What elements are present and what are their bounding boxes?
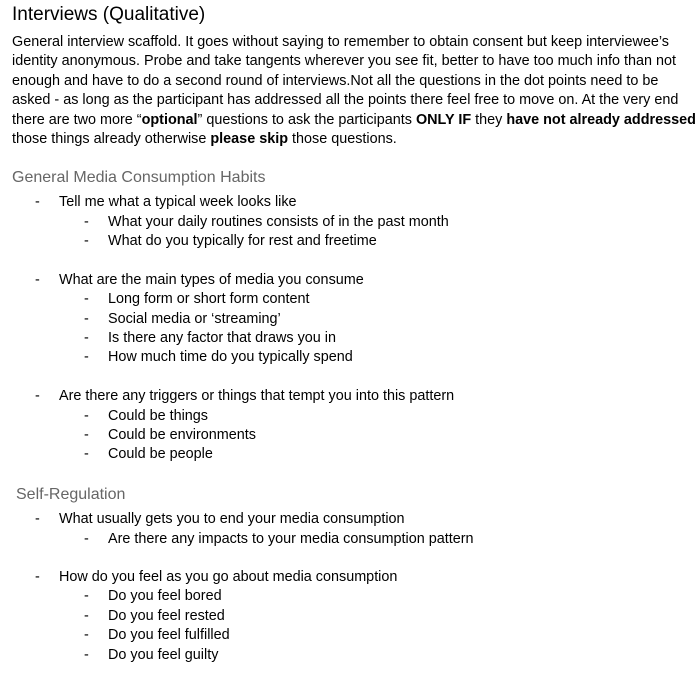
bullet-dash: -	[84, 311, 89, 327]
bullet-dash: -	[84, 588, 89, 604]
bullet-dash: -	[84, 349, 89, 365]
sub-list-item-text: Could be things	[108, 408, 209, 424]
intro-bold-please-skip: please skip	[210, 131, 288, 148]
bullet-dash: -	[84, 446, 89, 462]
bullet-dash: -	[84, 408, 89, 424]
list-item-text: Tell me what a typical week looks like	[59, 194, 297, 210]
bullet-dash: -	[35, 388, 40, 404]
sub-list-item-text: Are there any impacts to your media consumption pattern	[108, 531, 474, 547]
sub-list-item-text: How much time do you typically spend	[108, 349, 353, 365]
bullet-dash: -	[84, 608, 89, 624]
intro-paragraph	[12, 33, 696, 149]
sub-list-item-text: Is there any factor that draws you in	[108, 330, 336, 346]
bullet-dash: -	[84, 647, 89, 663]
bullet-dash: -	[35, 511, 40, 527]
bullet-dash: -	[84, 233, 89, 249]
bullet-dash: -	[84, 330, 89, 346]
intro-bold-not-addressed: have not already addressed	[506, 111, 696, 128]
bullet-dash: -	[84, 531, 89, 547]
intro-text-5: those questions.	[288, 131, 397, 148]
bullet-dash: -	[84, 214, 89, 230]
intro-text-4: those things already otherwise	[12, 131, 211, 148]
sub-list-item-text: Could be people	[108, 446, 213, 462]
sub-list-item-text: Do you feel bored	[108, 588, 222, 604]
bullet-dash: -	[35, 272, 40, 288]
bullet-dash: -	[84, 427, 89, 443]
sub-list-item-text: Social media or ‘streaming’	[108, 311, 281, 327]
intro-bold-optional: optional	[141, 111, 198, 128]
sub-list-item-text: Do you feel guilty	[108, 647, 219, 663]
sub-list-item-text: Do you feel fulfilled	[108, 627, 230, 643]
bullet-dash: -	[35, 194, 40, 210]
sub-list-item-text: Long form or short form content	[108, 291, 310, 307]
sub-list-item-text: What your daily routines consists of in the past month	[108, 214, 449, 230]
document-title: Interviews (Qualitative)	[12, 4, 206, 25]
sub-list-item-text: What do you typically for rest and freetime	[108, 233, 377, 249]
intro-text-1: General interview scaffold. It goes without saying to remember to obtain consent but keep interviewee’s identity anonymous. Probe and take tangents wherever you see fit, better to have too much info than not enough and have to do a second round of interviews.Not all the questions in the dot points need to be asked - as long as the participant has addressed all the points there feel free to move on. At the very end there are two more “	[12, 34, 679, 128]
section-heading-media-habits: General Media Consumption Habits	[12, 169, 266, 186]
intro-bold-only-if: ONLY IF	[415, 111, 472, 128]
intro-text-2: ” questions to ask the participants	[197, 111, 416, 128]
bullet-dash: -	[84, 627, 89, 643]
bullet-dash: -	[84, 291, 89, 307]
intro-text-3: they	[471, 111, 507, 128]
list-item-text: What are the main types of media you consume	[59, 272, 364, 288]
bullet-dash: -	[35, 569, 40, 585]
sub-list-item-text: Do you feel rested	[108, 608, 225, 624]
list-item-text: Are there any triggers or things that tempt you into this pattern	[59, 388, 455, 404]
list-item-text: What usually gets you to end your media consumption	[59, 511, 405, 527]
list-item-text: How do you feel as you go about media consumption	[59, 569, 398, 585]
sub-list-item-text: Could be environments	[108, 427, 256, 443]
section-heading-self-regulation: Self-Regulation	[16, 486, 126, 503]
